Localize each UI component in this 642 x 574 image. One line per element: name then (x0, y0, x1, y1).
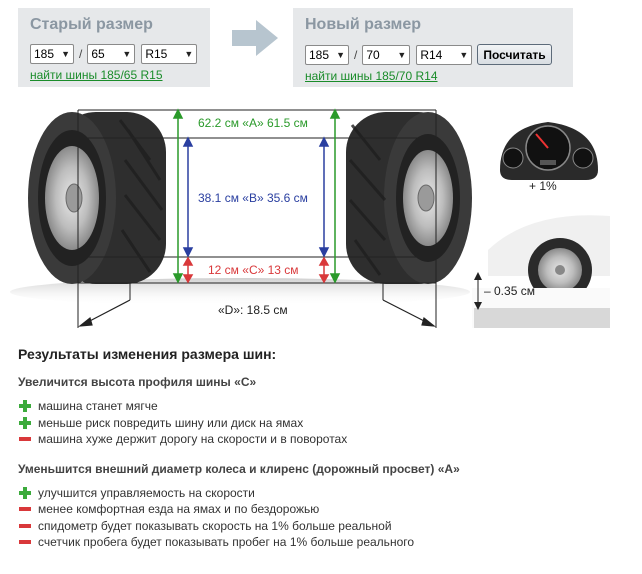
plus-icon (18, 399, 32, 413)
new-size-panel (293, 8, 573, 87)
arrow-right-icon (232, 20, 278, 56)
calculate-button[interactable]: Посчитать (477, 44, 551, 65)
results-section (18, 346, 628, 565)
section-title: Увеличится высота профиля шины «C» (18, 375, 257, 389)
list-item (18, 501, 628, 518)
list-item (18, 431, 628, 448)
chevron-down-icon: ▼ (459, 49, 469, 60)
list-item (18, 415, 628, 432)
old-rim-value: R15 (145, 47, 168, 61)
old-profile-value: 65 (91, 47, 105, 61)
old-size-selects (30, 44, 198, 64)
new-width-value: 185 (309, 47, 330, 62)
item-text: улучшится управляемость на скорости (38, 485, 255, 500)
new-find-tires-link[interactable]: найти шины 185/70 R14 (305, 69, 438, 83)
item-text: машина станет мягче (38, 399, 158, 414)
size-separator: / (79, 47, 83, 61)
speedometer-icon (500, 122, 598, 180)
minus-icon (18, 519, 32, 533)
old-width-select[interactable] (30, 44, 74, 64)
results-title: Результаты изменения размера шин: (18, 346, 277, 362)
clearance-diff-label: – 0.35 см (484, 284, 535, 298)
item-text: менее комфортная езда на ямах и по бездорожью (38, 502, 320, 517)
speedometer-diff-label: + 1% (529, 179, 557, 193)
tire-diagram-graphic (0, 100, 642, 340)
new-size-selects (305, 44, 561, 65)
item-text: спидометр будет показывать скорость на 1% больше реальной (38, 518, 392, 533)
item-text: машина хуже держит дорогу на скорости и в поворотах (38, 432, 348, 447)
minus-icon (18, 535, 32, 549)
plus-icon (18, 486, 32, 500)
chevron-down-icon: ▼ (122, 49, 132, 59)
chevron-down-icon: ▼ (61, 49, 70, 59)
new-rim-select[interactable] (416, 45, 472, 65)
new-rim-value: R14 (420, 47, 443, 62)
chevron-down-icon: ▼ (184, 49, 194, 59)
dimension-d-label: «D»: 18.5 см (218, 303, 288, 317)
item-text: меньше риск повредить шину или диск на ямах (38, 415, 304, 430)
old-width-value: 185 (34, 47, 55, 61)
item-text: счетчик пробега будет показывать пробег на 1% больше реального (38, 535, 415, 550)
new-size-title: Новый размер (305, 16, 422, 33)
list-item (18, 518, 628, 535)
list-item (18, 534, 628, 551)
dimension-c-label: 12 см «C» 13 см (208, 263, 299, 277)
minus-icon (18, 502, 32, 516)
new-profile-value: 70 (366, 47, 380, 62)
size-separator: / (354, 47, 358, 62)
list-item (18, 485, 628, 502)
dimension-a-label: 62.2 см «A» 61.5 см (198, 116, 308, 130)
dimension-b-label: 38.1 см «B» 35.6 см (198, 191, 308, 205)
section-title: Уменьшится внешний диаметр колеса и клиренс (дорожный просвет) «A» (18, 461, 460, 476)
list-item (18, 398, 628, 415)
new-width-select[interactable] (305, 45, 349, 65)
old-size-panel (18, 8, 210, 87)
chevron-down-icon: ▼ (336, 49, 345, 60)
new-profile-select[interactable] (362, 45, 410, 65)
old-size-title: Старый размер (30, 16, 153, 33)
results-list (18, 398, 628, 448)
old-rim-select[interactable] (141, 44, 197, 64)
results-list (18, 485, 628, 551)
plus-icon (18, 416, 32, 430)
old-profile-select[interactable] (87, 44, 135, 64)
chevron-down-icon: ▼ (397, 49, 407, 60)
car-corner-image (472, 215, 610, 328)
minus-icon (18, 432, 32, 446)
old-find-tires-link[interactable]: найти шины 185/65 R15 (30, 68, 163, 82)
